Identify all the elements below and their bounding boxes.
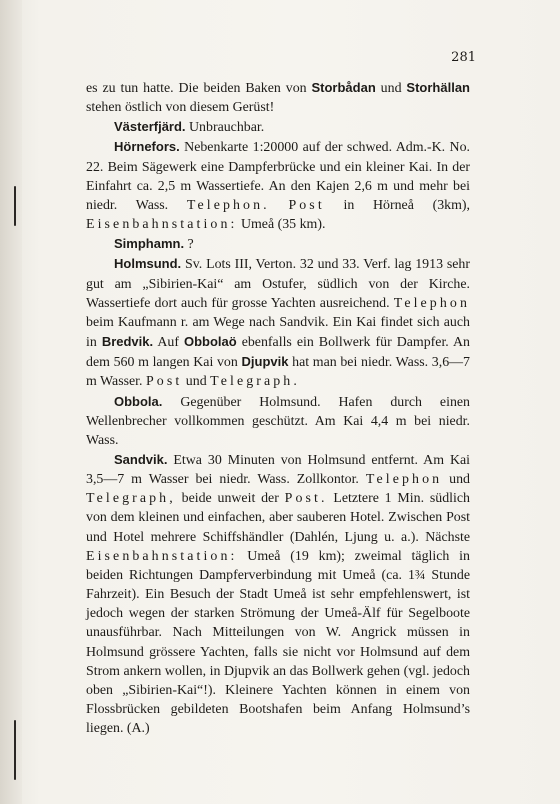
text-run: und bbox=[375, 81, 407, 96]
binding-mark bbox=[14, 186, 16, 226]
text-run: und bbox=[442, 472, 470, 488]
text-run: Auf bbox=[153, 335, 184, 351]
body-text bbox=[86, 78, 470, 738]
spaced-term: Telegraph. bbox=[210, 374, 300, 390]
spaced-term: Telephon bbox=[393, 295, 470, 311]
text-run: Gegenüber Holmsund. Hafen durch einen Wellenbrecher vollkommen geschützt. Am Kai 4,4 m bei niedr. Wass. bbox=[86, 394, 470, 448]
paragraph bbox=[86, 254, 470, 391]
text-run: beide unweit der bbox=[175, 491, 285, 507]
spaced-term: Telephon. bbox=[186, 197, 270, 213]
text-run: ebenfalls ein Bollwerk für Dampfer. An dem 560 m langen Kai von bbox=[86, 335, 470, 371]
text-run: es zu tun hatte. Die beiden Baken von bbox=[86, 81, 312, 96]
place-name: Obbola. bbox=[114, 393, 163, 409]
text-run: und bbox=[182, 374, 211, 390]
place-name: Djupvik bbox=[241, 354, 289, 370]
text-run: hat man bei niedr. Wass. 3,6—7 m Wasser. bbox=[86, 355, 470, 390]
spaced-term: Telegraph, bbox=[86, 491, 176, 507]
paragraph bbox=[86, 392, 470, 450]
spaced-term: Telephon bbox=[365, 472, 443, 488]
text-run: ? bbox=[184, 237, 194, 253]
place-name: Västerfjärd. bbox=[114, 119, 186, 135]
paragraph bbox=[86, 234, 470, 254]
spaced-term: Post. bbox=[284, 491, 328, 507]
text-run: Sv. Lots III, Verton. 32 und 33. Verf. lag 1913 sehr gut am „Sibirien-Kai“ am Ostufer, südlich von der Kirche. Wassertiefe dort auch für grosse Yachten ausreichend. bbox=[86, 257, 470, 311]
place-name: Holmsund. bbox=[114, 256, 182, 272]
text-run: Umeå (35 km). bbox=[237, 217, 326, 233]
text-run: Letztere 1 Min. südlich von dem kleinen und einfachen, aber sauberen Hotel. Zwischen Post und Hotel mehrere Schiffshändler (Dahlén, Ljung u. a.). Nächste bbox=[86, 491, 470, 545]
text-run: Umeå (19 km); zweimal täglich in beiden Richtungen Dampferverbindung mit Umeå (ca. 1¾ Stunde Fahrzeit). Ein Besuch der Stadt Umeå ist sehr empfehlenswert, ist jedoch wegen der starken Strömung der Umeå-Älf für Segelboote unausführbar. Nach Mitteilungen von W. Angrick müssen in Holmsund grössere Yachten, falls sie nicht vor Holmsund auf dem Strom ankern wollen, in Djupvik an das Bollwerk gehen (vgl. jedoch oben „Sibirien-Kai“!). Kleinere Yachten können in einem von Flossbrücken gebildeten Bootshafen beim Anfang Holmsund’s liegen. (A.) bbox=[86, 548, 470, 737]
text-run: in Hörneå (3km), bbox=[324, 197, 470, 213]
paragraph bbox=[86, 137, 470, 234]
text-run: Etwa 30 Minuten von Holmsund entfernt. Am Kai 3,5—7 m Wasser bei niedr. Wass. Zollkontor. bbox=[86, 452, 470, 488]
place-name: Sandvik. bbox=[114, 451, 168, 467]
text-run bbox=[270, 198, 289, 213]
paragraph bbox=[86, 450, 470, 738]
place-name: Storbådan bbox=[311, 80, 376, 95]
spaced-term: Eisenbahnstation: bbox=[86, 217, 238, 233]
place-name: Storhällan bbox=[406, 80, 470, 95]
place-name: Obbolaö bbox=[183, 334, 237, 350]
text-run: beim Kaufmann r. am Wege nach Sandvik. Ein Kai findet sich auch in bbox=[86, 314, 470, 351]
place-name: Hörnefors. bbox=[114, 139, 180, 155]
text-run: Unbrauchbar. bbox=[185, 120, 265, 136]
page-number: 281 bbox=[451, 50, 476, 65]
paragraph bbox=[86, 78, 470, 117]
binding-edge bbox=[0, 0, 22, 804]
text-run: Nebenkarte 1:20000 auf der schwed. Adm.-K. No. 22. Beim Sägewerk eine Dampferbrücke und ein kleiner Kai. In der Einfahrt ca. 2,5 m Wassertiefe. An den Kajen 2,6 m und mehr bei niedr. Wass. bbox=[86, 140, 470, 213]
place-name: Simphamn. bbox=[114, 236, 185, 252]
spaced-term: Post bbox=[145, 374, 183, 390]
spaced-term: Post bbox=[288, 197, 325, 213]
place-name: Bredvik. bbox=[101, 334, 154, 350]
binding-mark bbox=[14, 720, 16, 780]
paragraph bbox=[86, 117, 470, 137]
text-run: stehen östlich von diesem Gerüst! bbox=[86, 100, 275, 116]
spaced-term: Eisenbahnstation: bbox=[86, 548, 238, 564]
